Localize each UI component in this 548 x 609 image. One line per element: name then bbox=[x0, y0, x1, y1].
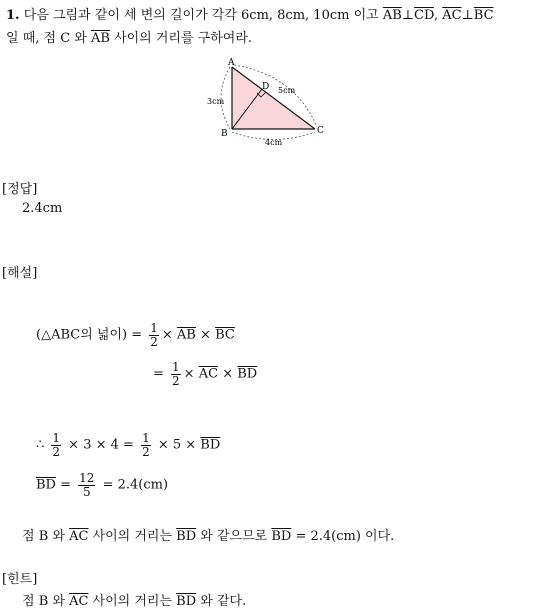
segment-ab: $\overline{AB}$ bbox=[90, 31, 110, 46]
length-ac: 5cm bbox=[278, 86, 296, 95]
hint-pre: 점 B 와 bbox=[22, 594, 70, 609]
segment-bd: $\overline{BD}$ bbox=[237, 366, 258, 382]
problem-text-3: 사이의 거리를 구하여라. bbox=[109, 31, 253, 46]
equation-1 bbox=[36, 322, 235, 348]
equation-2 bbox=[153, 361, 257, 387]
eq3-mid: × 3 × 4 = bbox=[64, 437, 139, 453]
times: × bbox=[183, 366, 195, 382]
eq3-mid2: × 5 × bbox=[153, 437, 201, 453]
segment-bd: $\overline{BD}$ bbox=[176, 529, 197, 544]
problem-text: 다음 그림과 같이 세 변의 길이가 각각 6cm, 8cm, 10cm 이고 bbox=[23, 8, 383, 23]
fraction-12-5 bbox=[78, 472, 95, 498]
answer-heading: [정답] bbox=[2, 182, 38, 197]
conclusion-mid: 사이의 거리는 bbox=[88, 529, 177, 544]
segment-ac: $\overline{AC}$ bbox=[442, 8, 462, 23]
segment-bd: $\overline{BD}$ bbox=[271, 529, 292, 544]
frac-num: 1 bbox=[52, 431, 61, 445]
frac-num: 12 bbox=[79, 471, 95, 485]
times: × bbox=[222, 366, 234, 382]
equation-3 bbox=[36, 432, 220, 458]
equals: = bbox=[55, 477, 76, 493]
label-d: D bbox=[262, 82, 270, 92]
comma: , bbox=[433, 8, 443, 23]
label-a: A bbox=[228, 58, 235, 68]
frac-num: 1 bbox=[150, 321, 158, 335]
eq4-result: = 2.4(cm) bbox=[98, 477, 169, 493]
solution-heading: [해설] bbox=[2, 266, 38, 281]
problem-number: 1. bbox=[6, 8, 20, 23]
frac-num: 1 bbox=[172, 360, 180, 374]
fraction-half bbox=[51, 432, 61, 458]
frac-den: 2 bbox=[52, 444, 61, 459]
frac-den: 5 bbox=[82, 484, 91, 499]
conclusion-mid2: 와 같으므로 bbox=[196, 529, 272, 544]
segment-ab: $\overline{AB}$ bbox=[382, 8, 402, 23]
problem-text-2: 일 때, 점 C 와 bbox=[6, 31, 91, 46]
label-b: B bbox=[221, 129, 228, 139]
segment-ac: $\overline{AC}$ bbox=[69, 594, 89, 609]
solution-conclusion bbox=[22, 525, 394, 544]
problem-line-2 bbox=[6, 27, 252, 46]
hint-mid: 사이의 거리는 bbox=[88, 594, 177, 609]
therefore: ∴ bbox=[36, 437, 49, 453]
hint-post: 와 같다. bbox=[196, 594, 247, 609]
times: × bbox=[200, 327, 211, 343]
segment-bd: $\overline{BD}$ bbox=[200, 437, 221, 453]
answer-value: 2.4cm bbox=[22, 201, 63, 216]
segment-cd: $\overline{CD}$ bbox=[414, 8, 434, 23]
hint-heading: [힌트] bbox=[2, 572, 38, 587]
frac-den: 2 bbox=[172, 373, 180, 388]
segment-bc: $\overline{BC}$ bbox=[215, 327, 235, 343]
frac-num: 1 bbox=[142, 431, 150, 445]
frac-den: 2 bbox=[142, 444, 150, 459]
fraction-half bbox=[171, 361, 181, 387]
length-ab: 3cm bbox=[207, 97, 225, 106]
equals: = bbox=[153, 366, 169, 382]
length-bc: 4cm bbox=[265, 138, 283, 147]
area-label: (△ABC의 넓이) = bbox=[36, 327, 147, 343]
frac-den: 2 bbox=[150, 334, 158, 349]
times: × bbox=[161, 327, 173, 343]
perp-symbol: ⊥ bbox=[401, 8, 415, 23]
fraction-half bbox=[141, 432, 151, 458]
perp-symbol: ⊥ bbox=[461, 8, 474, 23]
segment-bc: $\overline{BC}$ bbox=[473, 8, 494, 23]
label-c: C bbox=[317, 126, 324, 136]
triangle-figure bbox=[200, 55, 335, 150]
segment-bd: $\overline{BD}$ bbox=[36, 477, 56, 493]
problem-line-1 bbox=[6, 4, 494, 23]
hint-text bbox=[22, 590, 246, 609]
segment-ac: $\overline{AC}$ bbox=[69, 529, 89, 544]
segment-bd: $\overline{BD}$ bbox=[176, 594, 197, 609]
conclusion-post: = 2.4(cm) 이다. bbox=[291, 529, 395, 544]
segment-ac: $\overline{AC}$ bbox=[198, 366, 219, 382]
fraction-half bbox=[149, 322, 159, 348]
equation-4 bbox=[36, 472, 168, 498]
segment-ab: $\overline{AB}$ bbox=[176, 327, 196, 343]
conclusion-pre: 점 B 와 bbox=[22, 529, 70, 544]
